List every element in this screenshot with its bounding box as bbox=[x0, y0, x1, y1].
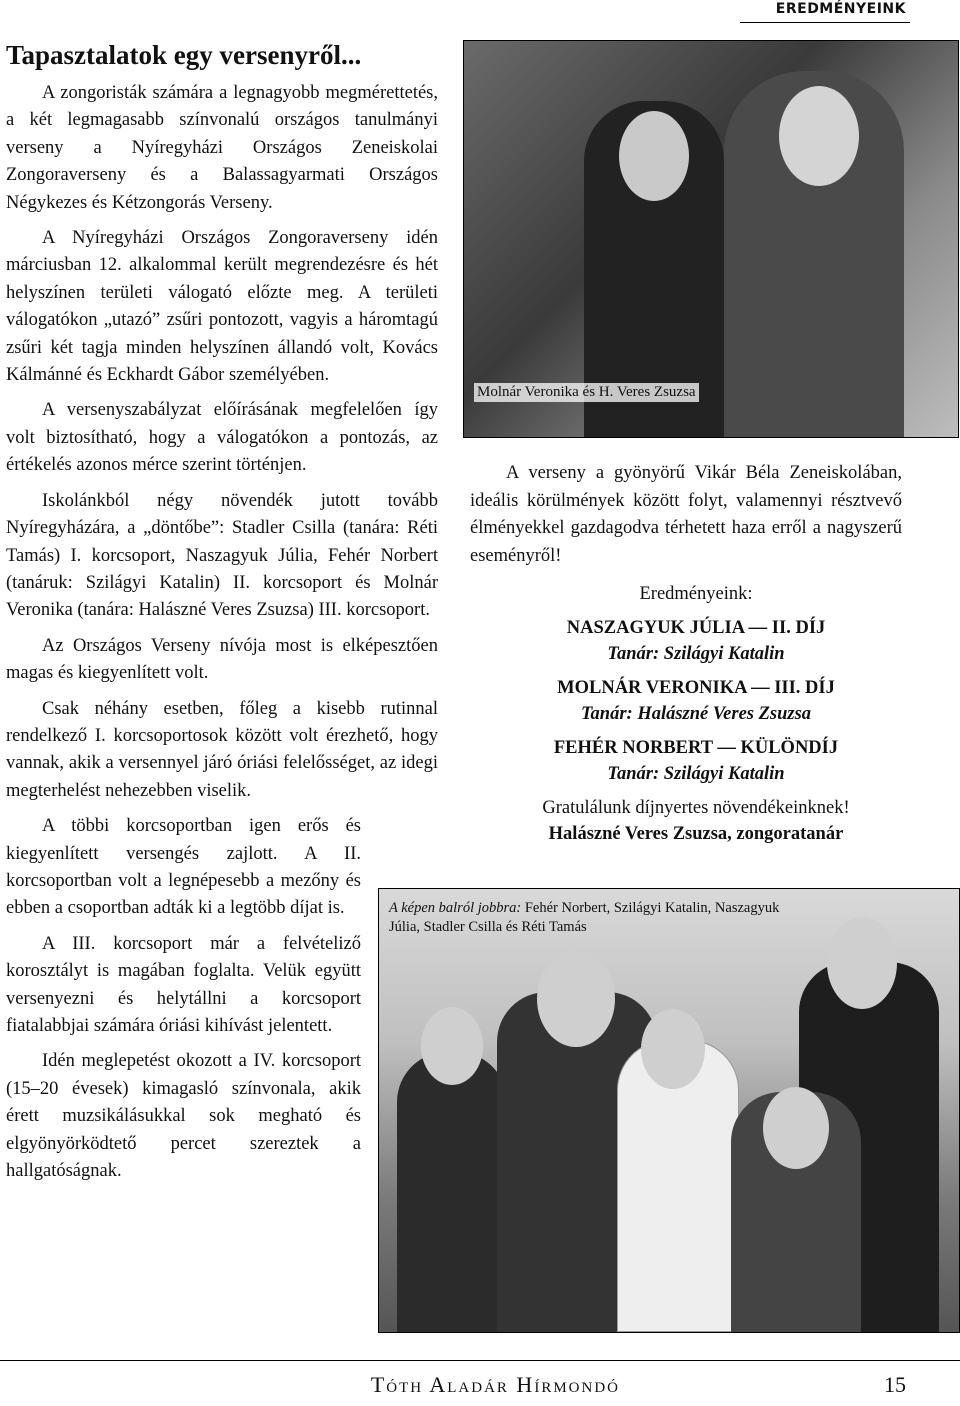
congratulations: Gratulálunk díjnyertes növendékeinknek! bbox=[542, 798, 850, 818]
paragraph: A Nyíregyházi Országos Zongoraverseny idén márciusban 12. alkalommal került megrendezésre és hét helyszínen területi válogató előzte meg. A területi válogatókon „utazó” zsűri pontozott, vagyis a háromtagú zsűri két tagja minden helyszínen állandó volt, Kovács Kálmánné és Eckhardt Gábor személyében. bbox=[6, 228, 438, 386]
paragraph: Iskolánkból négy növendék jutott tovább Nyíregyházára, a „döntőbe”: Stadler Csilla (tanára: Réti Tamás) I. korcsoport, Naszagyuk Júlia, Fehér Norbert (tanáruk: Szilágyi Katalin) II. korcsoport és Molnár Veronika (tanára: Halászné Veres Zsuzsa) III. korcsoport. bbox=[6, 490, 438, 621]
signature: Halászné Veres Zsuzsa, zongoratanár bbox=[548, 824, 844, 844]
results-heading: Eredményeink: bbox=[639, 584, 753, 604]
header-rule bbox=[740, 22, 910, 23]
caption-names: Fehér Norbert, Szilágyi Katalin, Naszagyuk Júlia, Stadler Csilla és Réti Tamás bbox=[389, 900, 780, 935]
page-number: 15 bbox=[884, 1372, 906, 1397]
paragraph: A zongoristák számára a legnagyobb megmérettetés, a két legmagasabb színvonalú országos tanulmányi verseny a Nyíregyházi Országos Zeneiskolai Zongoraverseny és a Balassagyarmati Országos Négykezes és Kétzongorás Verseny. bbox=[6, 83, 438, 213]
photo-face bbox=[537, 951, 615, 1047]
footer-rule bbox=[0, 1360, 960, 1361]
publication-name: Tóth Aladár Hírmondó bbox=[370, 1372, 620, 1397]
result-teacher: Tanár: Halászné Veres Zsuzsa bbox=[580, 704, 812, 724]
photo-figure bbox=[397, 1052, 507, 1332]
photo-face bbox=[619, 111, 689, 201]
photo-group bbox=[378, 888, 960, 1333]
caption-lead: A képen balról jobbra: bbox=[389, 900, 522, 916]
result-teacher: Tanár: Szilágyi Katalin bbox=[607, 644, 785, 664]
paragraph: A III. korcsoport már a felvételiző korosztályt is magában foglalta. Velük együtt versenyezni és helytállni a korcsoport fiatalabbjai számára óriási kihívást jelentett. bbox=[6, 933, 361, 1036]
result-name: NASZAGYUK JÚLIA — II. DÍJ bbox=[566, 618, 826, 638]
photo-face bbox=[779, 86, 859, 186]
photo-face bbox=[827, 917, 897, 1009]
paragraph: Csak néhány esetben, főleg a kisebb rutinnal rendelkező I. korcsoportosok között volt érezhető, hogy vannak, akik a versennyel járó óriási felelősséget, az idegi megterhelést nehezebben viselik. bbox=[6, 698, 438, 801]
group-photo-caption bbox=[389, 899, 809, 937]
article-body bbox=[6, 80, 438, 1193]
result-name: MOLNÁR VERONIKA — III. DÍJ bbox=[557, 678, 835, 698]
photo-face bbox=[421, 1007, 483, 1085]
article-title: Tapasztalatok egy versenyről... bbox=[6, 40, 362, 70]
results-box bbox=[470, 581, 922, 847]
venue-paragraph-block bbox=[470, 460, 902, 570]
paragraph: Idén meglepetést okozott a IV. korcsoport (15–20 évesek) kimagasló színvonala, akik érett muzsikálásukkal sok megható és elgyönyörködtető percet szereztek a hallgatóságnak. bbox=[6, 1051, 361, 1182]
photo-caption: Molnár Veronika és H. Veres Zsuzsa bbox=[474, 383, 699, 402]
result-teacher: Tanár: Szilágyi Katalin bbox=[607, 764, 785, 784]
paragraph: Az Országos Verseny nívója most is elképesztően magas és kiegyenlített volt. bbox=[6, 635, 438, 684]
paragraph: A többi korcsoportban igen erős és kiegyenlített versengés zajlott. A II. korcsoportban volt a legnépesebb a mezőny és ebben a csoportban adták ki a legtöbb díjat is. bbox=[6, 816, 361, 919]
photo-molnar-veres bbox=[463, 40, 959, 438]
photo-face bbox=[641, 1009, 705, 1089]
section-label: EREDMÉNYEINK bbox=[775, 1, 906, 17]
result-name: FEHÉR NORBERT — KÜLÖNDÍJ bbox=[553, 738, 839, 758]
paragraph: A verseny a gyönyörű Vikár Béla Zeneiskolában, ideális körülmények között folyt, valamennyi résztvevő élményekkel gazdagodva térhetett haza erről a nagyszerű eseményről! bbox=[470, 463, 902, 566]
photo-face bbox=[763, 1087, 829, 1169]
paragraph: A versenyszabályzat előírásának megfelelően így volt biztosítható, hogy a válogatókon a pontozás, az értékelés azonos mérce szerint történjen. bbox=[6, 400, 438, 476]
